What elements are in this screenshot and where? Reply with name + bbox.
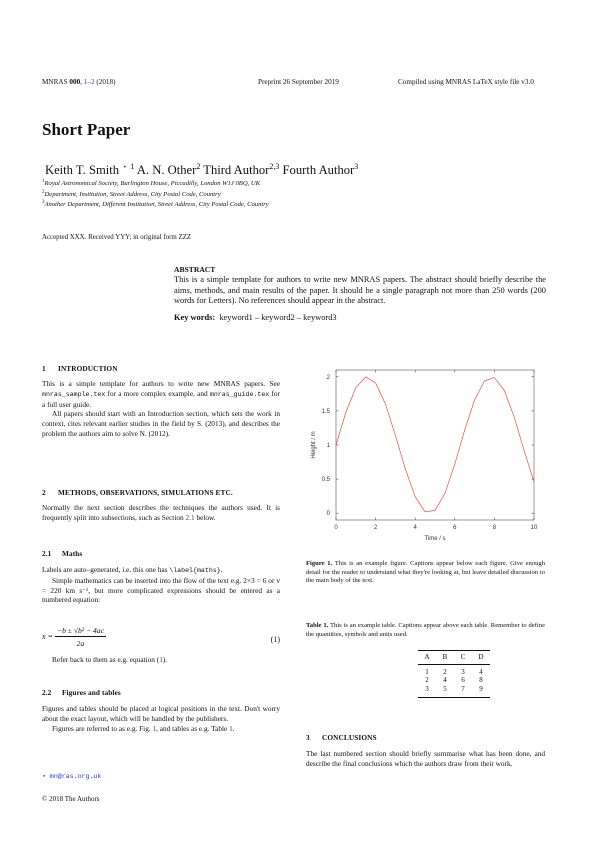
pages-link[interactable]: 1–2 — [83, 78, 95, 86]
paragraph: The last numbered section should briefly summarise what has been done, and describe the final conclusions which the authors draw from their work. — [306, 749, 545, 768]
paragraph: This is a simple template for authors to write new MNRAS papers. See mnras_sample.tex for a more complex example, and mnras_guide.tex for a full user guide. — [42, 379, 280, 409]
paragraph: Normally the next section describes the techniques the authors used. It is frequently split into subsections, such as Section 2.1 below. — [42, 503, 280, 522]
corresponding-author-star[interactable]: ⋆ — [122, 162, 128, 171]
running-header-compiled: Compiled using MNRAS LaTeX style file v3.0 — [398, 78, 534, 86]
methods-body — [42, 503, 280, 523]
abstract-text: This is a simple template for authors to write new MNRAS papers. The abstract should briefly describe the aims, methods, and main results of the paper. It should be a single paragraph not more than 250 words (200 words for Letters). No references should appear in the abstract. — [174, 275, 546, 306]
x-tick-label: 8 — [492, 525, 497, 531]
subsection-heading-figures-tables: 2.2 Figures and tables — [42, 688, 121, 697]
table-cell: 6 — [461, 676, 465, 685]
maths-body — [42, 565, 280, 605]
table-cell: 4 — [443, 676, 447, 685]
author-name: Keith T. Smith — [45, 163, 120, 178]
table-cell: 7 — [461, 685, 465, 694]
equation-ref-link[interactable]: 1 — [159, 655, 163, 664]
table-ref-link[interactable]: 1 — [229, 723, 233, 733]
author-name: A. N. Other — [136, 163, 197, 178]
table-1-caption: Table 1. This is an example table. Captions appear above each table. Remember to define the quantities, symbols and units used. — [306, 622, 545, 638]
author-name: Third Author — [203, 163, 270, 178]
figures-tables-body — [42, 704, 280, 733]
table-header-cell: D — [478, 653, 484, 661]
running-header-journal: MNRAS 000, 1–2 (2018) — [42, 78, 116, 86]
equation-1: x = $\frac{\text{−b ± √b² − 4ac}}{2a}$ (1) — [42, 626, 280, 648]
section-heading-introduction: 1 INTRODUCTION — [42, 364, 118, 373]
y-tick-label: 0.5 — [321, 477, 330, 484]
author-affil-sup: 3 — [354, 162, 359, 171]
section-heading-methods: 2 METHODS, OBSERVATIONS, SIMULATIONS ETC. — [42, 488, 233, 497]
y-tick-label: 1 — [326, 443, 330, 449]
table-row — [418, 685, 490, 697]
affiliation: $^3$Another Department, Different Institution, Street Address, City Postal Code, Country — [42, 200, 269, 209]
author-affil-sup: 1 — [130, 162, 135, 171]
paragraph: Figures and tables should be placed at logical positions in the text. Don't worry about the exact layout, which will be handled by the publishers. — [42, 704, 280, 723]
running-header-preprint: Preprint 26 September 2019 — [258, 78, 339, 86]
paragraph: Figures are referred to as e.g. Fig. 1, and tables as e.g. Table 1. — [52, 723, 235, 733]
x-tick-label: 0 — [334, 525, 338, 531]
y-axis-label: Height / m — [311, 431, 317, 459]
equation-fraction: $\frac{\text{−b ± √b² − 4ac}}{2a}$ — [56, 626, 104, 648]
affiliation: $^2$Department, Institution, Street Address, City Postal Code, Country — [42, 190, 221, 199]
paper-title: Short Paper — [42, 120, 131, 139]
table-cell: 3 — [425, 685, 429, 694]
figure-1-caption: Figure 1. This is an example figure. Captions appear below each figure. Give enough detail for the reader to understand what they're looking at, but leave detailed discussion to the main body of the text. — [306, 560, 546, 585]
x-tick-label: 2 — [373, 525, 378, 531]
series-line — [336, 377, 534, 512]
footnote-email: ⋆ mn@ras.org.uk — [42, 772, 102, 780]
introduction-body — [42, 379, 280, 439]
paragraph: Simple mathematics can be inserted into the flow of the text e.g. 2×3 = 6 or v = 220 km s⁻¹, but more complicated expressions should be entered as a numbered equation: — [42, 575, 280, 605]
paragraph: All papers should start with an Introduction section, which sets the work in context, cites relevant earlier studies in the field by S. (2013), and describes the problem the authors aim to solve N. (2012). — [42, 409, 280, 438]
table-cell: 9 — [479, 685, 483, 694]
conclusions-body — [306, 749, 545, 769]
received-dates: Accepted XXX. Received YYY; in original form ZZZ — [42, 234, 192, 241]
email-link[interactable]: mn@ras.org.uk — [49, 773, 102, 780]
plot-frame — [336, 370, 534, 520]
y-tick-label: 1.5 — [321, 408, 330, 415]
paragraph: Labels are auto–generated, i.e. this one has \label{maths}. — [42, 565, 223, 574]
table-header-cell: B — [442, 653, 448, 661]
y-tick-label: 2 — [326, 374, 330, 381]
abstract-block — [174, 265, 546, 323]
subsection-heading-maths: 2.1 Maths — [42, 549, 83, 558]
author-affil-sup: 2,3 — [269, 162, 280, 171]
table-cell: 5 — [443, 685, 447, 694]
table-cell: 8 — [479, 676, 483, 685]
maths-refer-text: Refer back to them as e.g. equation (1). — [52, 655, 168, 664]
table-cell: 2 — [443, 667, 447, 676]
x-tick-label: 4 — [413, 525, 417, 531]
abstract-heading: ABSTRACT — [174, 265, 216, 274]
affiliation: $^1$Royal Astronomical Society, Burlington House, Piccadilly, London W1J 0BQ, UK — [42, 179, 261, 188]
author-name: Fourth Author — [282, 163, 355, 178]
table-row — [418, 676, 490, 685]
data-table — [418, 650, 490, 698]
table-row — [418, 664, 490, 676]
figure-1-plot — [306, 362, 546, 544]
table-header-cell: C — [460, 653, 466, 661]
x-tick-label: 6 — [453, 525, 457, 531]
author-affil-sup: 2 — [196, 162, 201, 171]
figure-ref-link[interactable]: 1 — [152, 723, 157, 733]
table-cell: 3 — [461, 667, 465, 676]
table-header-cell: A — [424, 653, 430, 661]
table-1 — [418, 650, 490, 698]
section-heading-conclusions: 3 CONCLUSIONS — [306, 733, 377, 742]
x-tick-label: 10 — [530, 525, 538, 531]
table-cell: 4 — [479, 667, 483, 676]
table-cell: 2 — [425, 676, 429, 685]
table-cell: 1 — [425, 667, 429, 676]
equation-number: (1) — [270, 635, 280, 644]
x-axis-label: Time / s — [424, 536, 446, 542]
section-ref-link[interactable]: 2.1 — [185, 512, 195, 522]
author-list — [45, 162, 358, 178]
keywords-line: Key words: keyword1 – keyword2 – keyword3 — [174, 312, 337, 322]
y-tick-label: 0 — [326, 511, 330, 518]
copyright: © 2018 The Authors — [42, 795, 100, 803]
